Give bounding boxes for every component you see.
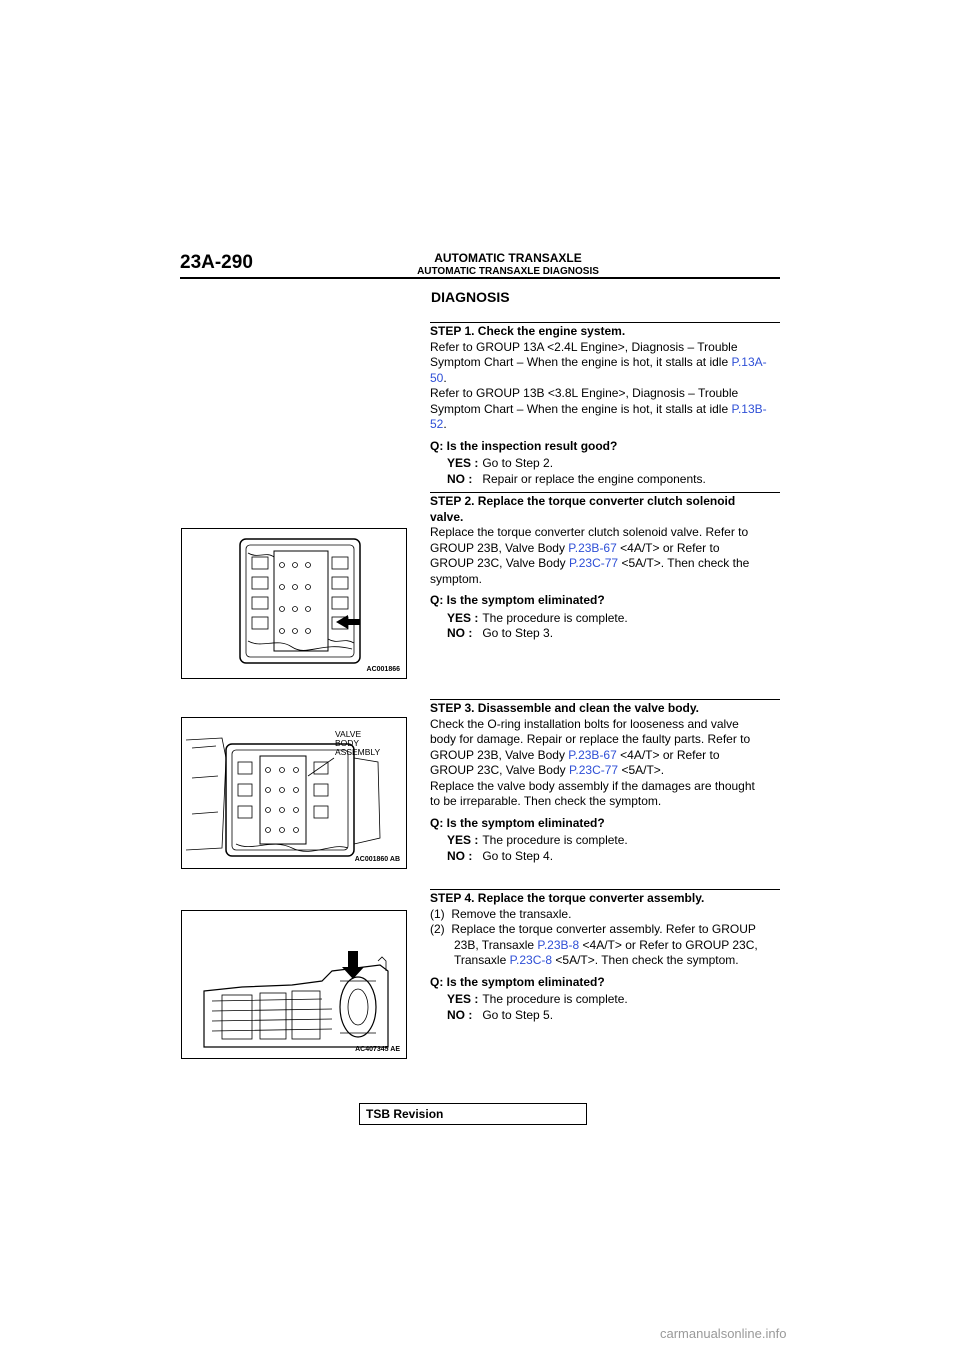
tsb-revision-label: TSB Revision	[366, 1107, 444, 1121]
step-text-line: 52.	[430, 417, 447, 431]
valve-body-illustration	[182, 529, 406, 678]
arrow-down-icon	[342, 951, 364, 979]
header-title: AUTOMATIC TRANSAXLE	[434, 251, 582, 265]
step-title: STEP 4. Replace the torque converter assembly.	[430, 891, 705, 905]
tsb-revision-box	[359, 1103, 587, 1125]
header-rule	[180, 277, 780, 279]
step-title: STEP 1. Check the engine system.	[430, 324, 626, 338]
step-question: Q: Is the inspection result good?	[430, 438, 618, 453]
step-divider	[430, 889, 780, 890]
page-link[interactable]: P.23C-8	[509, 953, 553, 967]
yes-answer: YES : Go to Step 2.	[447, 456, 554, 470]
figure-code: AC001860 AB	[354, 856, 400, 863]
figure-valve-body-solenoid	[181, 528, 407, 679]
step-text-line: body for damage. Repair or replace the faulty parts. Refer to	[430, 732, 751, 746]
step-text-line: Refer to GROUP 13B <3.8L Engine>, Diagnosis – Trouble	[430, 386, 739, 400]
step-text-line: GROUP 23B, Valve Body P.23B-67 <4A/T> or Refer to	[430, 747, 720, 762]
step-question: Q: Is the symptom eliminated?	[430, 815, 605, 830]
page-link[interactable]: P.13A-	[731, 355, 767, 369]
step-text-line: GROUP 23B, Valve Body P.23B-67 <4A/T> or Refer to	[430, 540, 720, 555]
step-3	[430, 701, 782, 864]
no-answer: NO : Go to Step 3.	[447, 626, 554, 640]
step-text-line: Refer to GROUP 13A <2.4L Engine>, Diagnosis – Trouble	[430, 339, 738, 354]
list-item-continuation: 23B, Transaxle P.23B-8 <4A/T> or Refer to GROUP 23C,	[454, 937, 758, 952]
figure-code: AC001866	[366, 666, 400, 673]
no-answer: NO : Repair or replace the engine components.	[447, 471, 706, 486]
no-answer: NO : Go to Step 5.	[447, 1007, 554, 1022]
step-text-line: GROUP 23C, Valve Body P.23C-77 <5A/T>.	[430, 763, 665, 777]
step-text-line: Symptom Chart – When the engine is hot, it stalls at idle P.13A-	[430, 355, 767, 369]
watermark: carmanualsonline.info	[660, 1326, 787, 1341]
step-text-line: Replace the torque converter clutch solenoid valve. Refer to	[430, 525, 749, 539]
step-title: STEP 2. Replace the torque converter clutch solenoid	[430, 494, 736, 508]
step-title: STEP 3. Disassemble and clean the valve body.	[430, 701, 700, 715]
step-text-line: to be irreparable. Then check the symptom.	[430, 794, 662, 808]
page-link[interactable]: P.23C-77	[568, 763, 619, 777]
page-link[interactable]: P.23B-67	[568, 540, 617, 555]
transaxle-illustration	[182, 911, 406, 1058]
step-4	[430, 891, 782, 1023]
step-question: Q: Is the symptom eliminated?	[430, 593, 605, 607]
step-question: Q: Is the symptom eliminated?	[430, 974, 605, 989]
step-text-line: Replace the valve body assembly if the damages are thought	[430, 778, 755, 793]
step-divider	[430, 699, 780, 700]
header-subtitle: AUTOMATIC TRANSAXLE DIAGNOSIS	[417, 266, 599, 277]
page-link[interactable]: P.23B-67	[568, 747, 617, 762]
step-divider	[430, 322, 780, 323]
step-text-line: Symptom Chart – When the engine is hot, it stalls at idle P.13B-	[430, 401, 767, 416]
step-text-line: symptom.	[430, 571, 483, 586]
step-2	[430, 494, 782, 642]
list-item-continuation: Transaxle P.23C-8 <5A/T>. Then check the symptom.	[454, 953, 739, 967]
list-item: (2) Replace the torque converter assembly. Refer to GROUP	[430, 922, 756, 936]
page-link[interactable]: 50	[430, 370, 444, 385]
figure-valve-body-assembly	[181, 717, 407, 869]
step-1	[430, 324, 782, 487]
no-answer: NO : Go to Step 4.	[447, 848, 554, 863]
figure-code: AC407345 AE	[355, 1046, 400, 1053]
page-link[interactable]: P.13B-	[731, 401, 767, 416]
list-item: (1) Remove the transaxle.	[430, 906, 572, 921]
page-link[interactable]: P.23B-8	[537, 937, 580, 952]
section-title: DIAGNOSIS	[431, 289, 510, 305]
yes-answer: YES : The procedure is complete.	[447, 833, 628, 847]
step-title: valve.	[430, 509, 464, 524]
page-link[interactable]: 52	[430, 417, 444, 431]
figure-callout-label: VALVE BODY ASSEMBLY	[335, 729, 381, 757]
page-link[interactable]: P.23C-77	[568, 556, 619, 570]
step-text-line: 50.	[430, 370, 447, 385]
step-text-line: Check the O-ring installation bolts for looseness and valve	[430, 716, 739, 731]
figure-torque-converter	[181, 910, 407, 1059]
page-number: 23A-290	[180, 252, 253, 273]
step-text-line: GROUP 23C, Valve Body P.23C-77 <5A/T>. Then check the	[430, 556, 750, 570]
yes-answer: YES : The procedure is complete.	[447, 610, 628, 625]
yes-answer: YES : The procedure is complete.	[447, 992, 628, 1006]
step-divider	[430, 492, 780, 493]
